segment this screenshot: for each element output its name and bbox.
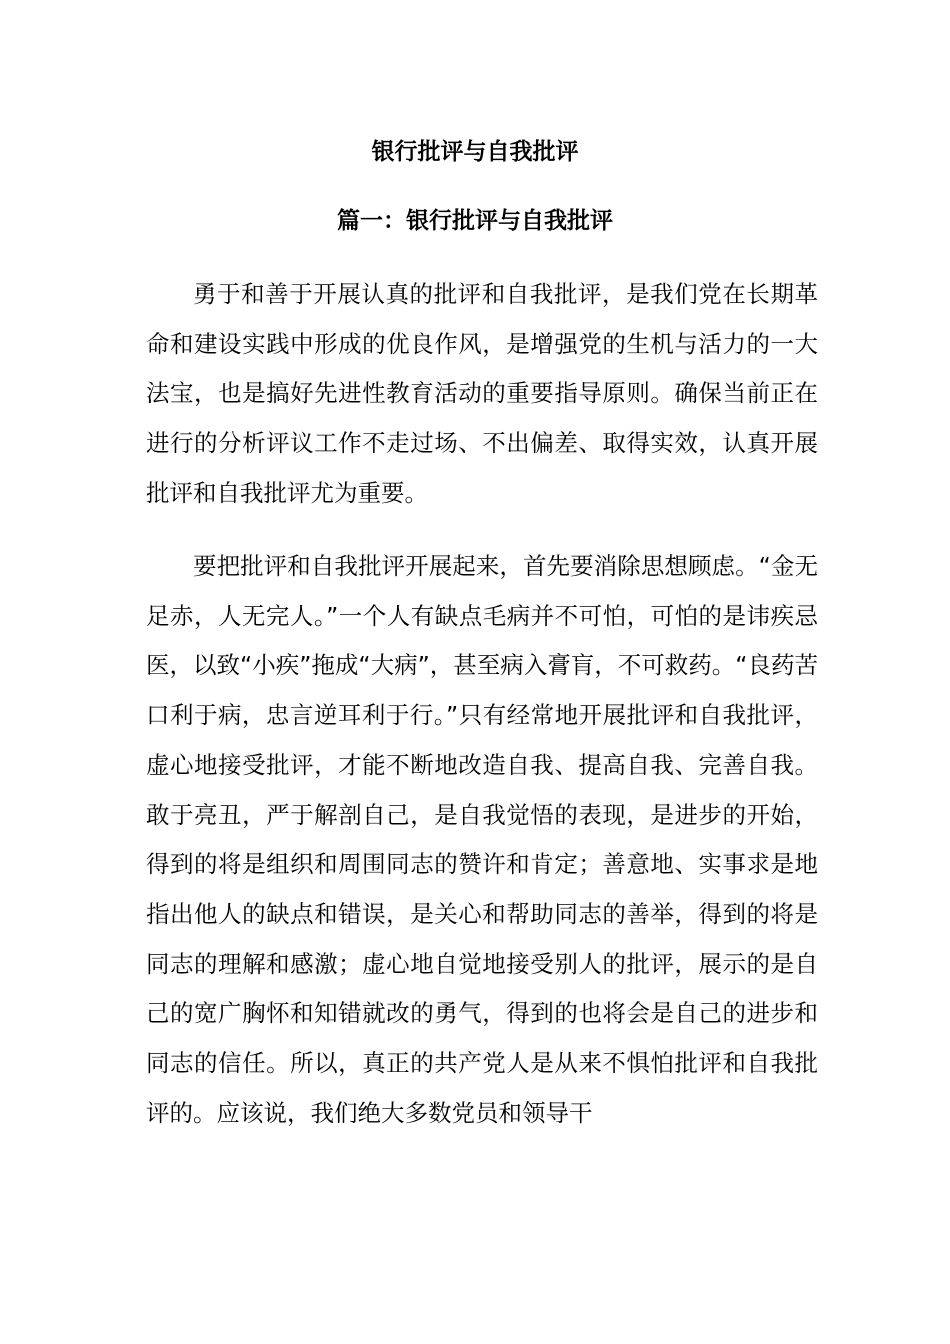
body-paragraph-2: 要把批评和自我批评开展起来，首先要消除思想顾虑。“金无足赤，人无完人。”一个人有缺点毛病并不可怕，可怕的是讳疾忌医，以致“小疾”拖成“大病”，甚至病入膏肓，不可救药。“良药苦口利于病，忠言逆耳利于行。”只有经常地开展批评和自我批评，虚心地接受批评，才能不断地改造自我、提高自我、完善自我。敢于亮丑，严于解剖自己，是自我觉悟的表现，是进步的开始，得到的将是组织和周围同志的赞许和肯定；善意地、实事求是地指出他人的缺点和错误，是关心和帮助同志的善举，得到的将是同志的理解和感激；虚心地自觉地接受别人的批评，展示的是自己的宽广胸怀和知错就改的勇气，得到的也将会是自己的进步和同志的信任。所以，真正的共产党人是从来不惧怕批评和自我批评的。应该说，我们绝大多数党员和领导干 (146, 552, 818, 1127)
section-title: 篇一：银行批评与自我批评 (337, 208, 613, 234)
document-title: 银行批评与自我批评 (371, 139, 579, 165)
body-paragraph-1: 勇于和善于开展认真的批评和自我批评，是我们党在长期革命和建设实践中形成的优良作风，是增强党的生机与活力的一大法宝，也是搞好先进性教育活动的重要指导原则。确保当前正在进行的分析评议工作不走过场、不出偏差、取得实效，认真开展批评和自我批评尤为重要。 (146, 280, 818, 507)
